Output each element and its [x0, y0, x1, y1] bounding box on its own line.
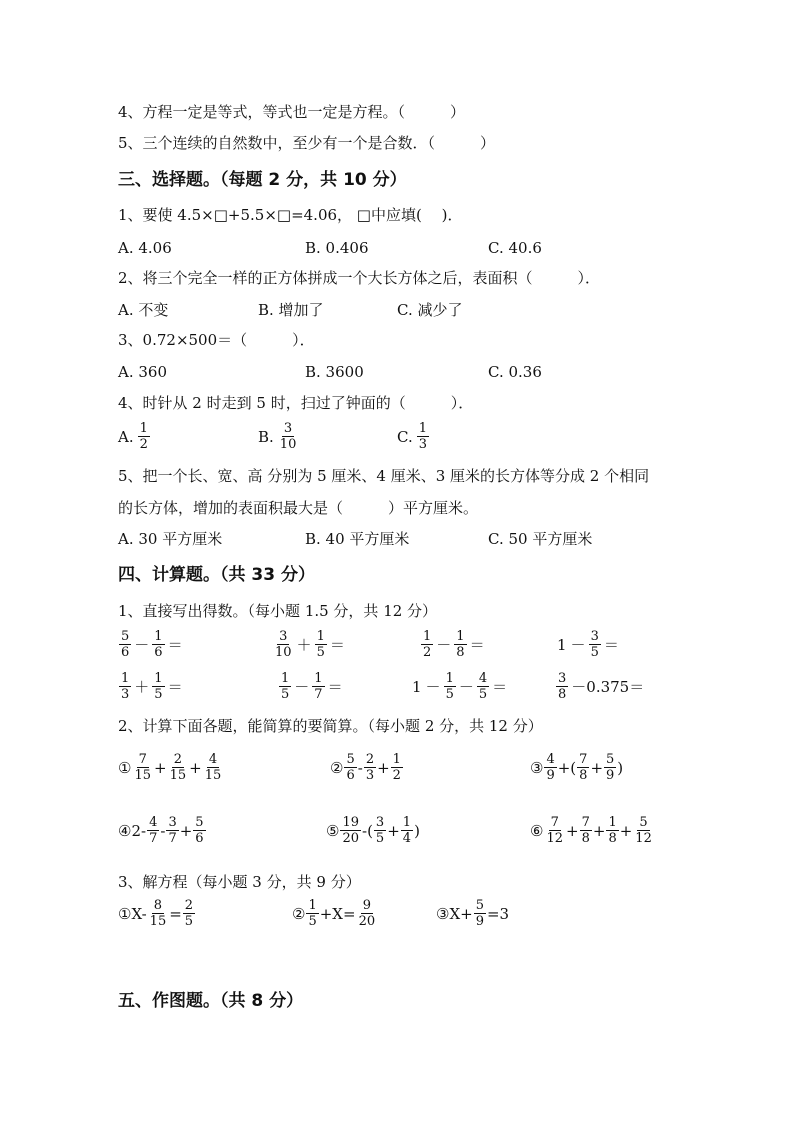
- choice-q1-opt-c: C. 40.6: [488, 239, 542, 257]
- calc2-expr-1: ① 7 15 + 2 15 + 4 15: [118, 752, 222, 783]
- calc2-expr-5: ⑤ 19 20 -( 3 5 + 1 4 ): [326, 815, 420, 846]
- calc1-expr-2: 3 10 ＋ 1 5 ＝: [275, 629, 345, 660]
- choice-q5-line2: 的长方体，增加的表面积最大是（ ）平方厘米。: [118, 499, 479, 517]
- calc-part1-title: 1、直接写出得数。（每小题 1.5 分，共 12 分）: [118, 602, 438, 620]
- numerator: 3: [283, 421, 293, 436]
- choice-q4: 4、时针从 2 时走到 5 时，扫过了钟面的（ ）．: [118, 394, 474, 412]
- calc1-expr-3: 1 2 － 1 8 ＝: [423, 629, 485, 660]
- calc-part3-title: 3、解方程（每小题 3 分，共 9 分）: [118, 873, 361, 891]
- numerator: 1: [418, 421, 427, 436]
- calc2-expr-3: ③ 4 9 +( 7 8 + 5 9 ): [530, 752, 624, 783]
- choice-q4-opt-b: [258, 421, 299, 452]
- section3-title: 三、选择题。（每题 2 分，共 10 分）: [118, 170, 407, 190]
- choice-q5-opt-b: B. 40 平方厘米: [305, 530, 410, 548]
- choice-q5-opt-a: A. 30 平方厘米: [118, 530, 223, 548]
- choice-q5-line1: 5、把一个长、宽、高 分别为 5 厘米、4 厘米、3 厘米的长方体等分成 2 个相同: [118, 467, 650, 485]
- calc2-expr-4: ④ 2 - 4 7 - 3 7 + 5 6: [118, 815, 204, 846]
- calc-part2-title: 2、计算下面各题，能简算的要简算。（每小题 2 分，共 12 分）: [118, 717, 543, 735]
- choice-q3-opt-a: A. 360: [118, 363, 167, 381]
- choice-q1-opt-b: B. 0.406: [305, 239, 369, 257]
- numerator: 1: [139, 421, 148, 436]
- calc1-expr-7: 1 － 1 5 － 4 5 ＝: [412, 671, 508, 702]
- choice-q1: 1、要使 4.5×□+5.5×□=4.06， □中应填( )．: [118, 206, 463, 224]
- calc2-expr-2: ② 5 6 - 2 3 + 1 2: [330, 752, 401, 783]
- denominator: 2: [139, 437, 148, 452]
- choice-q3-opt-c: C. 0.36: [488, 363, 542, 381]
- calc1-expr-4: 1 － 3 5 ＝: [557, 629, 619, 660]
- judge-q4: 4、方程一定是等式，等式也一定是方程。（ ）: [118, 103, 466, 121]
- choice-q3-opt-b: B. 3600: [305, 363, 364, 381]
- calc1-expr-5: 1 3 ＋ 1 5 ＝: [121, 671, 183, 702]
- calc1-expr-6: 1 5 － 1 7 ＝: [281, 671, 343, 702]
- choice-q4-opt-c: [397, 421, 430, 452]
- choice-q5-opt-c: C. 50 平方厘米: [488, 530, 593, 548]
- opt-label: A.: [118, 427, 134, 446]
- equation-1: ①X- $\frac{8}{15}$ = $\frac{2}{5}$: [118, 898, 194, 929]
- choice-q2-opt-c: C. 减少了: [397, 301, 463, 319]
- calc1-expr-8: 3 8 －0.375＝: [558, 671, 645, 702]
- choice-q2: 2、将三个完全一样的正方体拼成一个大长方体之后，表面积（ ）．: [118, 269, 601, 287]
- equation-2: ② 1 5 +X= $\frac{9}{20}$: [292, 898, 376, 929]
- choice-q2-opt-a: A. 不变: [118, 301, 169, 319]
- section5-title: 五、作图题。（共 8 分）: [118, 991, 304, 1011]
- choice-q3: 3、0.72×500＝（ ）．: [118, 331, 315, 349]
- calc2-expr-6: ⑥ 7 12 + 7 8 + 1 8 + 5 12: [530, 815, 652, 846]
- opt-label: C.: [397, 427, 413, 446]
- equation-3: ③X+ $\frac{5}{9}$ =3: [436, 898, 510, 929]
- choice-q4-opt-a: [118, 421, 151, 452]
- opt-label: B.: [258, 427, 274, 446]
- denominator: 3: [418, 437, 427, 452]
- judge-q5: 5、三个连续的自然数中，至少有一个是合数．（ ）: [118, 134, 496, 152]
- calc1-expr-1: 5 6 － 1 6 ＝: [121, 629, 183, 660]
- section4-title: 四、计算题。（共 33 分）: [118, 565, 315, 585]
- denominator: 10: [279, 437, 297, 452]
- choice-q2-opt-b: B. 增加了: [258, 301, 324, 319]
- choice-q1-opt-a: A. 4.06: [118, 239, 172, 257]
